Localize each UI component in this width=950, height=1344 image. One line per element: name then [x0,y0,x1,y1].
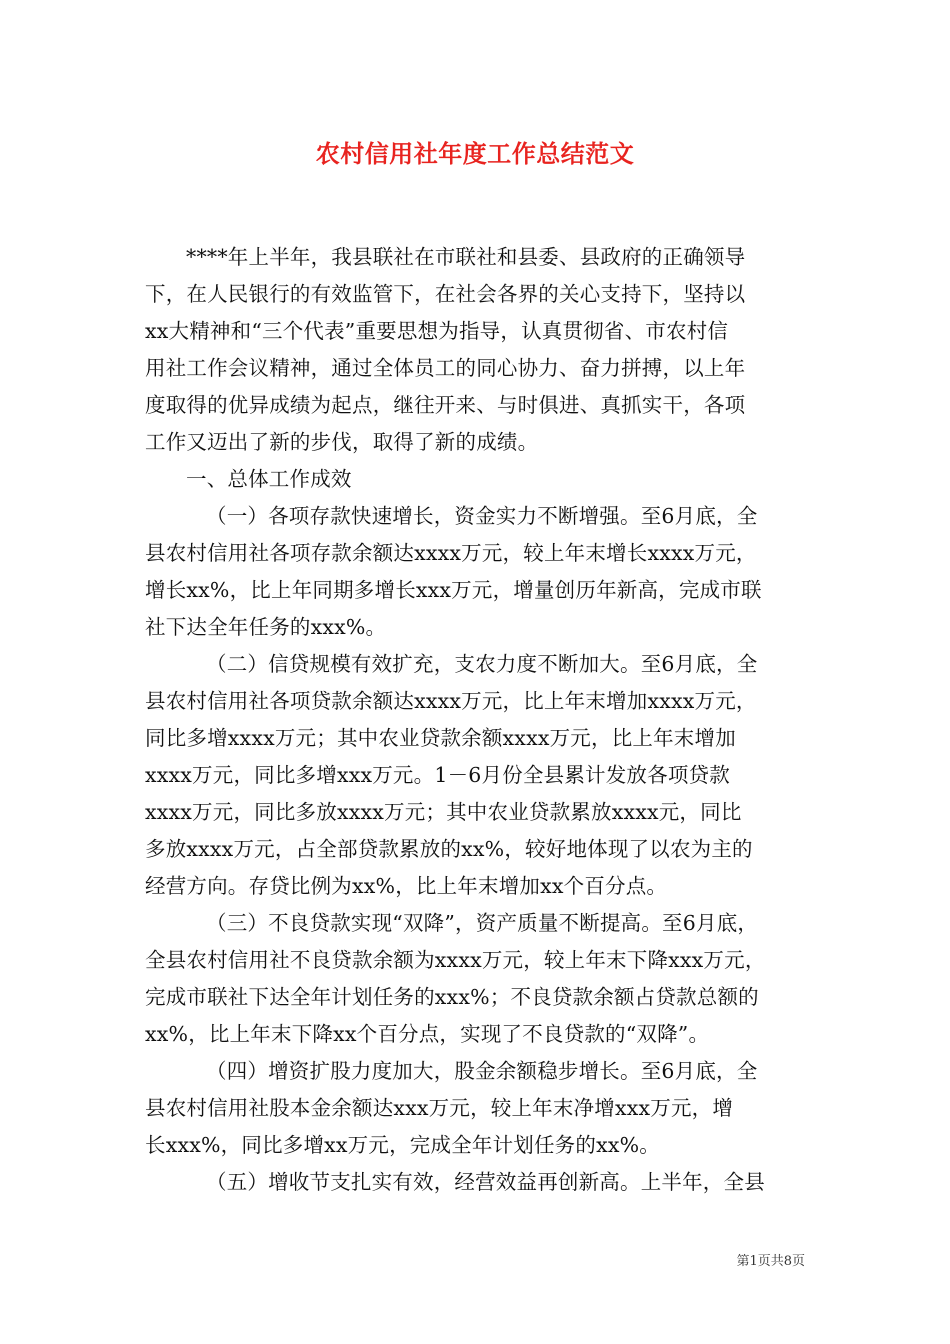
body-line: 全县农村信用社不良贷款余额为xxxx万元，较上年末下降xxx万元， [145,948,766,972]
body-line: 同比多增xxxx万元；其中农业贷款余额xxxx万元，比上年末增加 [145,726,736,750]
body-line: xx%，比上年末下降xx个百分点，实现了不良贷款的“双降”。 [145,1022,710,1046]
body-line: 度取得的优异成绩为起点，继往开来、与时俱进、真抓实干，各项 [145,393,746,417]
body-line: （三）不良贷款实现“双降”，资产质量不断提高。至6月底， [206,911,759,935]
document-title: 农村信用社年度工作总结范文 [315,139,635,168]
body-line: 下，在人民银行的有效监管下，在社会各界的关心支持下，坚持以 [145,282,746,306]
body-line: 县农村信用社股本金余额达xxx万元，较上年末净增xxx万元，增 [145,1096,734,1120]
body-line: 工作又迈出了新的步伐，取得了新的成绩。 [145,430,539,454]
body-line: 社下达全年任务的xxx%。 [145,615,387,639]
body-line: 县农村信用社各项存款余额达xxxx万元，较上年末增长xxxx万元， [145,541,757,565]
body-line: （四）增资扩股力度加大，股金余额稳步增长。至6月底，全 [206,1059,758,1083]
body-line: 完成市联社下达全年计划任务的xxx%；不良贷款余额占贷款总额的 [145,985,759,1009]
body-line: 增长xx%，比上年同期多增长xxx万元，增量创历年新高，完成市联 [145,578,762,602]
section-heading: 一、总体工作成效 [186,467,352,491]
page-number: 第1页共8页 [736,1254,805,1269]
body-line: xx大精神和“三个代表”重要思想为指导，认真贯彻省、市农村信 [145,319,729,343]
body-line: 经营方向。存贷比例为xx%，比上年末增加xx个百分点。 [145,874,668,898]
body-line: （五）增收节支扎实有效，经营效益再创新高。上半年，全县 [206,1170,765,1194]
body-line: 长xxx%，同比多增xx万元，完成全年计划任务的xx%。 [145,1133,660,1157]
body-line: （一）各项存款快速增长，资金实力不断增强。至6月底，全 [206,504,758,528]
body-line: 用社工作会议精神，通过全体员工的同心协力、奋力拼搏，以上年 [145,356,746,380]
body-line: xxxx万元，同比多放xxxx万元；其中农业贷款累放xxxx元，同比 [145,800,742,824]
document-body [145,239,807,1201]
body-line: （二）信贷规模有效扩充，支农力度不断加大。至6月底，全 [206,652,758,676]
body-line: 县农村信用社各项贷款余额达xxxx万元，比上年末增加xxxx万元， [145,689,757,713]
body-line: ****年上半年，我县联社在市联社和县委、县政府的正确领导 [186,245,746,269]
body-line: 多放xxxx万元，占全部贷款累放的xx%，较好地体现了以农为主的 [145,837,753,861]
body-line: xxxx万元，同比多增xxx万元。1－6月份全县累计发放各项贷款 [145,763,730,787]
